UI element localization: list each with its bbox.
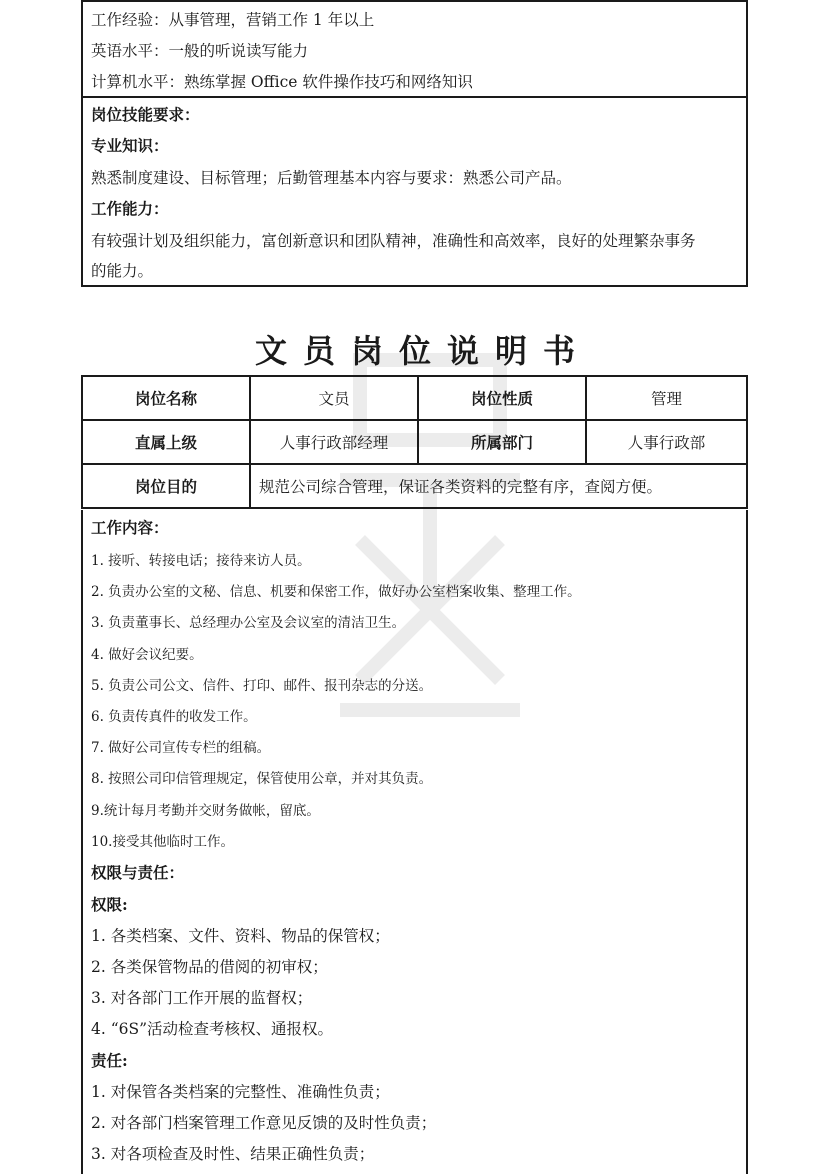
english-line: 英语水平：一般的听说读写能力 (91, 42, 309, 60)
department-value: 人事行政部 (586, 420, 747, 464)
content-box (81, 510, 748, 1174)
work-item: 1. 接听、转接电话；接待来访人员。 (91, 553, 311, 569)
rights-item: 3. 对各部门工作开展的监督权； (91, 989, 313, 1007)
rights-item: 2. 各类保管物品的借阅的初审权； (91, 958, 328, 976)
table-row (82, 420, 747, 464)
experience-line: 工作经验：从事管理，营销工作 1 年以上 (91, 11, 375, 29)
work-item: 7. 做好公司宣传专栏的组稿。 (91, 740, 271, 756)
page-title: 文员岗位说明书 (254, 332, 591, 370)
skills-heading: 岗位技能要求： (91, 105, 200, 124)
table-row (82, 464, 747, 508)
work-item: 9.统计每月考勤并交财务做帐，留底。 (91, 803, 320, 819)
rights-heading: 权限: (91, 895, 128, 914)
knowledge-text: 熟悉制度建设、目标管理；后勤管理基本内容与要求：熟悉公司产品。 (91, 169, 572, 187)
duties-item: 3. 对各项检查及时性、结果正确性负责； (91, 1145, 375, 1163)
supervisor-label: 直属上级 (82, 420, 250, 464)
work-item: 6. 负责传真件的收发工作。 (91, 709, 257, 725)
duties-item: 1. 对保管各类档案的完整性、准确性负责； (91, 1083, 390, 1101)
purpose-value: 规范公司综合管理，保证各类资料的完整有序，查阅方便。 (250, 464, 747, 508)
computer-line: 计算机水平：熟练掌握 Office 软件操作技巧和网络知识 (91, 73, 473, 91)
job-info-table (81, 375, 748, 509)
duties-item: 2. 对各部门档案管理工作意见反馈的及时性负责； (91, 1114, 437, 1132)
position-name-label: 岗位名称 (82, 376, 250, 420)
work-item: 3. 负责董事长、总经理办公室及会议室的清洁卫生。 (91, 615, 406, 631)
ability-text-2: 的能力。 (91, 262, 154, 280)
knowledge-heading: 专业知识： (91, 136, 169, 155)
supervisor-value: 人事行政部经理 (250, 420, 418, 464)
work-item: 2. 负责办公室的文秘、信息、机要和保密工作，做好办公室档案收集、整理工作。 (91, 584, 581, 600)
section-divider (83, 96, 746, 98)
ability-text-1: 有较强计划及组织能力，富创新意识和团队精神，准确性和高效率，良好的处理繁杂事务 (91, 232, 696, 250)
duties-heading: 责任: (91, 1051, 128, 1070)
top-section-box (81, 0, 748, 287)
table-row (82, 376, 747, 420)
work-item: 8. 按照公司印信管理规定，保管使用公章，并对其负责。 (91, 771, 433, 787)
rights-item: 4. “6S”活动检查考核权、通报权。 (91, 1020, 334, 1038)
position-name-value: 文员 (250, 376, 418, 420)
purpose-label: 岗位目的 (82, 464, 250, 508)
authority-heading: 权限与责任： (91, 863, 185, 882)
department-label: 所属部门 (418, 420, 586, 464)
work-heading: 工作内容： (91, 518, 169, 537)
rights-item: 1. 各类档案、文件、资料、物品的保管权； (91, 927, 390, 945)
work-item: 10.接受其他临时工作。 (91, 834, 234, 850)
position-nature-value: 管理 (586, 376, 747, 420)
ability-heading: 工作能力： (91, 199, 169, 218)
work-item: 4. 做好会议纪要。 (91, 647, 203, 663)
work-item: 5. 负责公司公文、信件、打印、邮件、报刊杂志的分送。 (91, 678, 433, 694)
position-nature-label: 岗位性质 (418, 376, 586, 420)
